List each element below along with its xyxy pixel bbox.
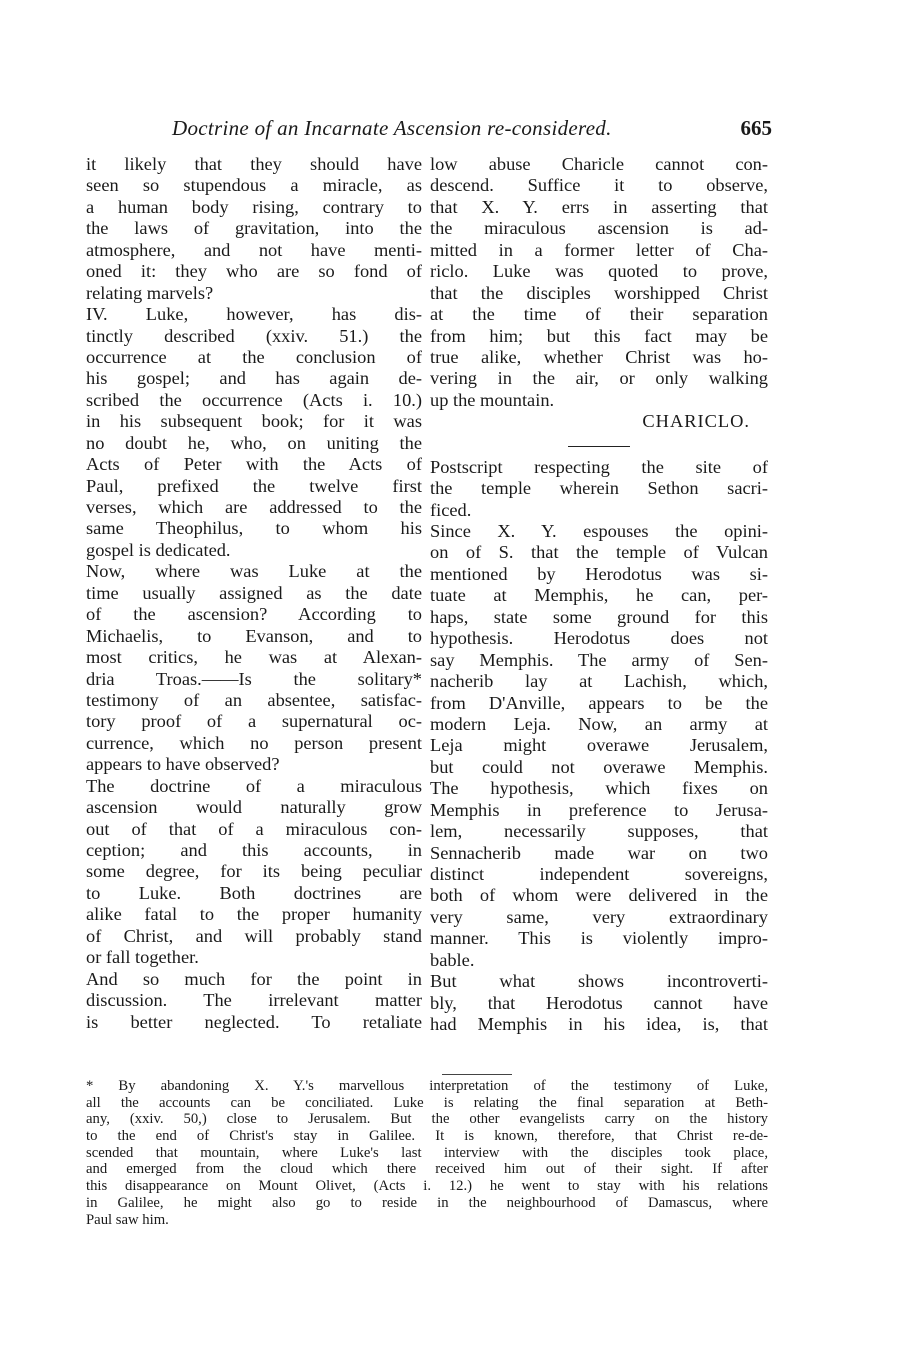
- text-line: had Memphis in his idea, is, that: [430, 1014, 768, 1035]
- text-line: of Christ, and will probably stand: [86, 925, 422, 946]
- text-line: vering in the air, or only walking: [430, 368, 768, 389]
- text-line: mentioned by Herodotus was si-: [430, 563, 768, 584]
- text-line: that X. Y. errs in asserting that: [430, 196, 768, 217]
- running-title: Doctrine of an Incarnate Ascension re-considered.: [172, 116, 612, 140]
- text-line: and emerged from the cloud which there received him out of their sight. If after: [86, 1161, 768, 1178]
- text-line: both of whom were delivered in the: [430, 885, 768, 906]
- text-line: But what shows incontroverti-: [430, 971, 768, 992]
- text-line: Paul, prefixed the twelve first: [86, 475, 422, 496]
- postscript: [430, 457, 768, 1036]
- text-line: Sennacherib made war on two: [430, 842, 768, 863]
- text-line: Leja might overawe Jerusalem,: [430, 735, 768, 756]
- text-line: the miraculous ascension is ad-: [430, 218, 768, 239]
- text-line: very same, very extraordinary: [430, 906, 768, 927]
- text-line: hypothesis. Herodotus does not: [430, 628, 768, 649]
- text-line: some degree, for its being peculiar: [86, 861, 422, 882]
- text-line: oned it: they who are so fond of: [86, 261, 422, 282]
- text-line: riclo. Luke was quoted to prove,: [430, 261, 768, 282]
- text-line: true alike, whether Christ was ho-: [430, 346, 768, 367]
- text-line: low abuse Charicle cannot con-: [430, 154, 768, 174]
- text-line: or fall together.: [86, 947, 199, 968]
- text-line: the temple wherein Sethon sacri-: [430, 478, 768, 499]
- right-column: [430, 154, 768, 1036]
- text-line: any, (xxiv. 50,) close to Jerusalem. But the other evangelists carry on the history: [86, 1111, 768, 1128]
- text-line: currence, which no person present: [86, 732, 422, 753]
- text-line: mitted in a former letter of Cha-: [430, 239, 768, 260]
- text-line: this disappearance on Mount Olivet, (Acts i. 12.) he went to stay with his relations: [86, 1178, 768, 1195]
- text-line: Paul saw him.: [86, 1211, 169, 1228]
- text-line: * By abandoning X. Y.'s marvellous interpretation of the testimony of Luke,: [86, 1078, 768, 1094]
- text-line: his gospel; and has again de-: [86, 368, 422, 389]
- text-line: dria Troas.——Is the solitary*: [86, 668, 422, 689]
- text-line: Postscript respecting the site of: [430, 456, 768, 477]
- text-line: ascension would naturally grow: [86, 797, 422, 818]
- text-line: all the accounts can be conciliated. Luke is relating the final separation at Beth-: [86, 1094, 768, 1111]
- text-line: at the time of their separation: [430, 304, 768, 325]
- text-line: a human body rising, contrary to: [86, 196, 422, 217]
- text-line: lem, necessarily supposes, that: [430, 821, 768, 842]
- text-line: atmosphere, and not have menti-: [86, 239, 422, 260]
- text-line: scribed the occurrence (Acts i. 10.): [86, 389, 422, 410]
- text-line: same Theophilus, to whom his: [86, 518, 422, 539]
- text-line: scended that mountain, where Luke's last interview with the disciples took place,: [86, 1144, 768, 1161]
- section-rule: [568, 446, 630, 447]
- text-line: gospel is dedicated.: [86, 539, 231, 560]
- signature: CHARICLO.: [642, 411, 750, 432]
- text-line: it likely that they should have: [86, 154, 422, 174]
- text-line: up the mountain.: [430, 389, 555, 410]
- text-line: distinct independent sovereigns,: [430, 864, 768, 884]
- text-line: the laws of gravitation, into the: [86, 218, 422, 239]
- left-column: [86, 154, 422, 1033]
- text-line: tinctly described (xxiv. 51.) the: [86, 325, 422, 346]
- text-line: Now, where was Luke at the: [86, 561, 422, 582]
- text-line: ficed.: [430, 499, 472, 520]
- text-line: of the ascension? According to: [86, 604, 422, 625]
- text-line: from him; but this fact may be: [430, 325, 768, 346]
- text-line: IV. Luke, however, has dis-: [86, 304, 422, 325]
- text-line: no doubt he, who, on uniting the: [86, 432, 422, 453]
- text-line: bable.: [430, 949, 475, 970]
- text-line: in Galilee, he might also go to reside in the neighbourhood of Damascus, where: [86, 1194, 768, 1211]
- text-line: from D'Anville, appears to be the: [430, 692, 768, 713]
- text-line: most critics, he was at Alexan-: [86, 647, 422, 668]
- text-line: descend. Suffice it to observe,: [430, 175, 768, 196]
- text-line: on of S. that the temple of Vulcan: [430, 542, 768, 563]
- text-line: Since X. Y. espouses the opini-: [430, 521, 768, 541]
- text-line: ception; and this accounts, in: [86, 840, 422, 860]
- footnote-separator: [442, 1074, 512, 1075]
- text-line: tory proof of a supernatural oc-: [86, 711, 422, 732]
- text-line: seen so stupendous a miracle, as: [86, 175, 422, 196]
- text-line: Acts of Peter with the Acts of: [86, 454, 422, 475]
- text-line: out of that of a miraculous con-: [86, 818, 422, 839]
- text-line: modern Leja. Now, an army at: [430, 713, 768, 734]
- text-line: The hypothesis, which fixes on: [430, 778, 768, 799]
- text-line: verses, which are addressed to the: [86, 497, 422, 517]
- text-line: haps, state some ground for this: [430, 606, 768, 627]
- text-line: appears to have observed?: [86, 754, 280, 775]
- text-line: nacherib lay at Lachish, which,: [430, 671, 768, 692]
- page-header: [172, 116, 772, 146]
- text-line: time usually assigned as the date: [86, 582, 422, 603]
- text-line: but could not overawe Memphis.: [430, 756, 768, 777]
- text-line: Michaelis, to Evanson, and to: [86, 625, 422, 646]
- text-line: testimony of an absentee, satisfac-: [86, 689, 422, 710]
- text-line: relating marvels?: [86, 282, 214, 303]
- text-line: say Memphis. The army of Sen-: [430, 649, 768, 670]
- text-line: discussion. The irrelevant matter: [86, 990, 422, 1011]
- text-line: And so much for the point in: [86, 968, 422, 989]
- text-line: tuate at Memphis, he can, per-: [430, 585, 768, 606]
- letter-ending: [430, 154, 768, 411]
- text-line: Memphis in preference to Jerusa-: [430, 799, 768, 820]
- page-number: 665: [740, 116, 772, 140]
- text-line: that the disciples worshipped Christ: [430, 282, 768, 303]
- text-line: occurrence at the conclusion of: [86, 346, 422, 367]
- text-line: alike fatal to the proper humanity: [86, 904, 422, 925]
- text-line: in his subsequent book; for it was: [86, 411, 422, 432]
- footnote: [86, 1078, 768, 1228]
- text-line: bly, that Herodotus cannot have: [430, 992, 768, 1013]
- text-line: The doctrine of a miraculous: [86, 775, 422, 796]
- text-line: to Luke. Both doctrines are: [86, 882, 422, 903]
- text-line: is better neglected. To retaliate: [86, 1011, 422, 1032]
- text-line: manner. This is violently impro-: [430, 928, 768, 949]
- text-line: to the end of Christ's stay in Galilee. It is known, therefore, that Christ re-de-: [86, 1128, 768, 1145]
